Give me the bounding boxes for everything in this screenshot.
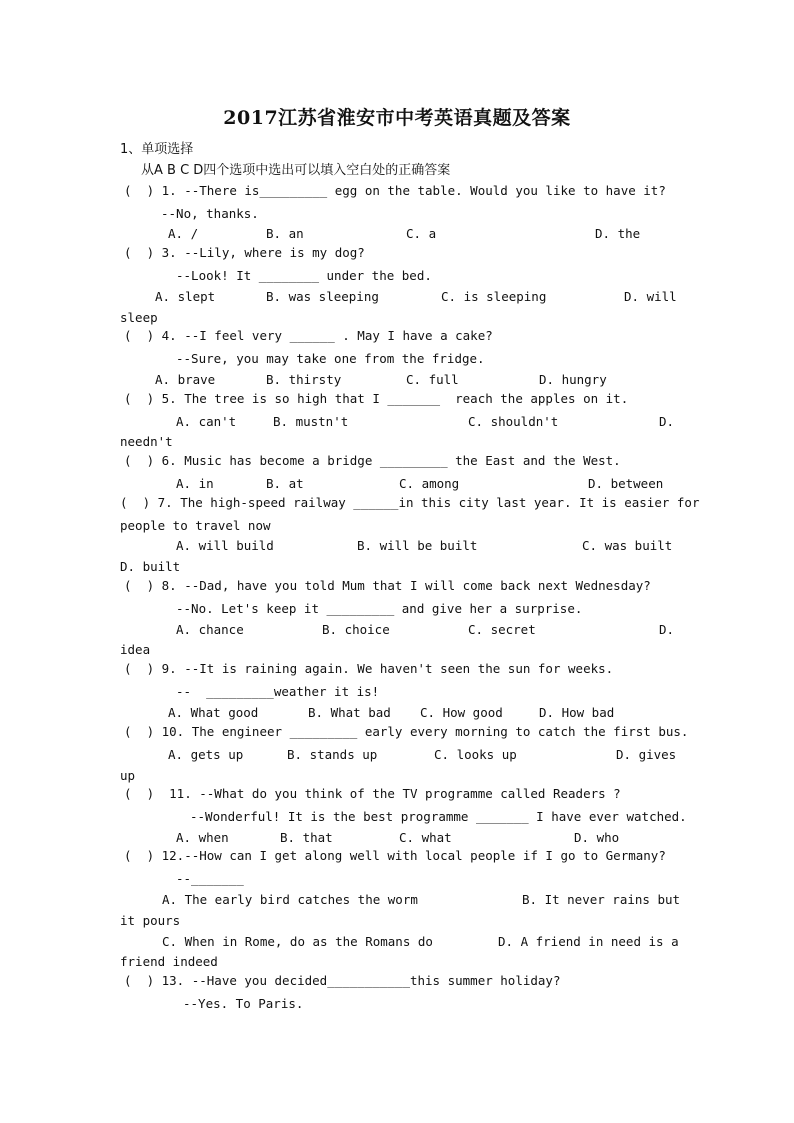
question-9-option-c: C. How good — [420, 705, 503, 720]
question-8-option-b: B. choice — [322, 622, 390, 637]
question-12-option-d-wrap: friend indeed — [120, 954, 218, 969]
question-9-option-a: A. What good — [168, 705, 259, 720]
question-6-option-b: B. at — [266, 476, 304, 491]
question-12-option-c: C. When in Rome, do as the Romans do — [162, 934, 433, 949]
question-13-stem: ( ) 13. --Have you decided___________this summer holiday? — [124, 973, 561, 988]
question-7-stem-wrap: people to travel now — [120, 518, 271, 533]
question-6-option-d: D. between — [588, 476, 664, 491]
question-3-option-d-wrap: sleep — [120, 310, 158, 325]
question-5-stem: ( ) 5. The tree is so high that I _______ reach the apples on it. — [124, 391, 629, 406]
question-3-option-a: A. slept — [155, 289, 216, 304]
question-12-stem: ( ) 12.--How can I get along well with local people if I go to Germany? — [124, 848, 666, 863]
question-11-option-b: B. that — [280, 830, 333, 845]
question-10-stem: ( ) 10. The engineer _________ early every morning to catch the first bus. — [124, 724, 689, 739]
question-5-option-d: D. — [659, 414, 675, 429]
question-4-reply: --Sure, you may take one from the fridge. — [176, 351, 485, 366]
question-3-option-b: B. was sleeping — [266, 289, 379, 304]
question-13-reply: --Yes. To Paris. — [183, 996, 304, 1011]
question-7-stem: ( ) 7. The high-speed railway ______in this city last year. It is easier for — [120, 495, 700, 510]
question-11-stem: ( ) 11. --What do you think of the TV programme called Readers ? — [124, 786, 621, 801]
question-10-option-d-wrap: up — [120, 768, 136, 783]
question-5-option-c: C. shouldn't — [468, 414, 559, 429]
question-6-stem: ( ) 6. Music has become a bridge _________ the East and the West. — [124, 453, 621, 468]
question-11-option-d: D. who — [574, 830, 620, 845]
section-heading: 1、单项选择 — [120, 142, 194, 157]
question-10-option-b: B. stands up — [287, 747, 378, 762]
question-4-option-d: D. hungry — [539, 372, 607, 387]
question-5-option-d-wrap: needn't — [120, 434, 173, 449]
question-7-option-b: B. will be built — [357, 538, 478, 553]
question-10-option-a: A. gets up — [168, 747, 244, 762]
question-4-option-a: A. brave — [155, 372, 216, 387]
question-12-option-d: D. A friend in need is a — [498, 934, 679, 949]
question-12-option-b: B. It never rains but — [522, 892, 681, 907]
question-4-stem: ( ) 4. --I feel very ______ . May I have a cake? — [124, 328, 493, 343]
question-8-option-d: D. — [659, 622, 675, 637]
question-4-option-b: B. thirsty — [266, 372, 342, 387]
question-12-reply: --_______ — [176, 871, 244, 886]
question-4-option-c: C. full — [406, 372, 459, 387]
question-1-option-b: B. an — [266, 226, 304, 241]
question-1-stem: ( ) 1. --There is_________ egg on the table. Would you like to have it? — [124, 183, 666, 198]
page-title: 2017江苏省淮安市中考英语真题及答案 — [223, 107, 571, 129]
question-1-option-a: A. / — [168, 226, 199, 241]
question-9-stem: ( ) 9. --It is raining again. We haven't seen the sun for weeks. — [124, 661, 614, 676]
question-3-option-c: C. is sleeping — [441, 289, 547, 304]
question-12-option-a: A. The early bird catches the worm — [162, 892, 418, 907]
question-8-option-c: C. secret — [468, 622, 536, 637]
question-3-option-d: D. will — [624, 289, 677, 304]
question-10-option-c: C. looks up — [434, 747, 517, 762]
question-8-option-d-wrap: idea — [120, 642, 151, 657]
question-8-reply: --No. Let's keep it _________ and give her a surprise. — [176, 601, 583, 616]
question-1-option-d: D. the — [595, 226, 641, 241]
question-7-option-a: A. will build — [176, 538, 274, 553]
question-9-reply: -- _________weather it is! — [176, 684, 380, 699]
question-1-reply: --No, thanks. — [161, 206, 259, 221]
question-3-reply: --Look! It ________ under the bed. — [176, 268, 432, 283]
question-11-reply: --Wonderful! It is the best programme _______ I have ever watched. — [190, 809, 687, 824]
question-8-stem: ( ) 8. --Dad, have you told Mum that I will come back next Wednesday? — [124, 578, 651, 593]
question-11-option-a: A. when — [176, 830, 229, 845]
question-7-option-d: D. built — [120, 559, 181, 574]
question-8-option-a: A. chance — [176, 622, 244, 637]
question-9-option-b: B. What bad — [308, 705, 391, 720]
question-1-option-c: C. a — [406, 226, 437, 241]
question-6-option-c: C. among — [399, 476, 460, 491]
section-instruction: 从A B C D四个选项中选出可以填入空白处的正确答案 — [141, 163, 451, 178]
question-7-option-c: C. was built — [582, 538, 673, 553]
question-6-option-a: A. in — [176, 476, 214, 491]
question-12-option-b-wrap: it pours — [120, 913, 181, 928]
question-5-option-b: B. mustn't — [273, 414, 349, 429]
question-9-option-d: D. How bad — [539, 705, 615, 720]
question-11-option-c: C. what — [399, 830, 452, 845]
question-3-stem: ( ) 3. --Lily, where is my dog? — [124, 245, 365, 260]
question-5-option-a: A. can't — [176, 414, 237, 429]
question-10-option-d: D. gives — [616, 747, 677, 762]
